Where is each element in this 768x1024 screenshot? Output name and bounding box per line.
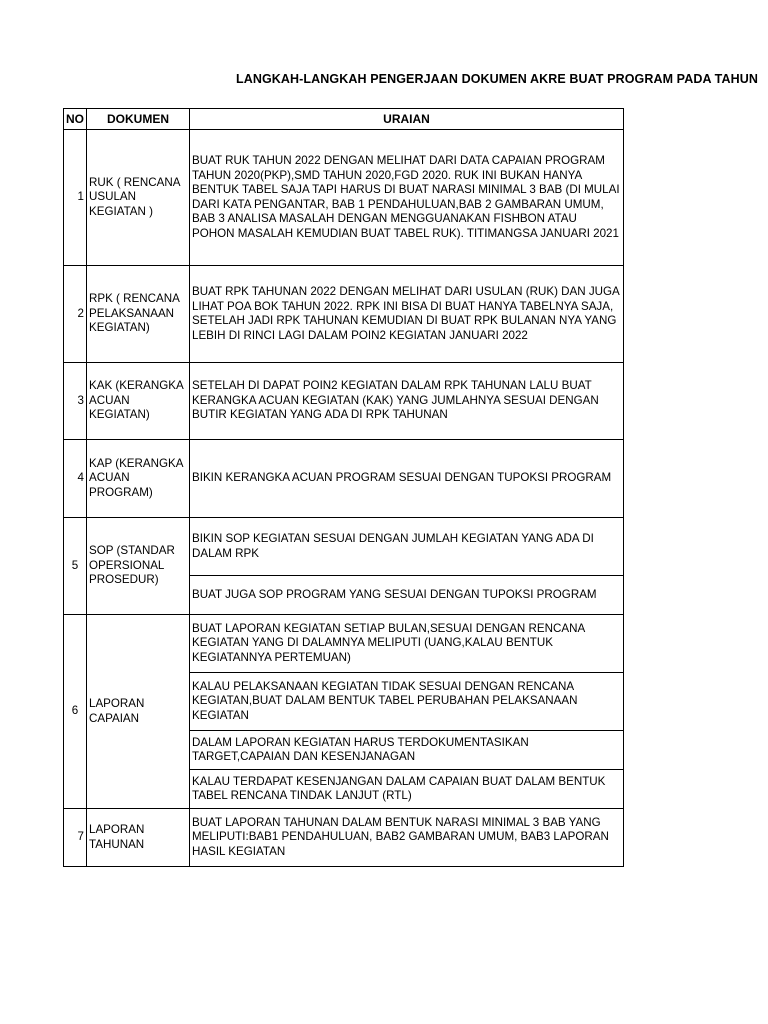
document-title (0, 72, 758, 86)
row-uraian: KALAU TERDAPAT KESENJANGAN DALAM CAPAIAN BUAT DALAM BENTUK TABEL RENCANA TINDAK LANJUT (RTL) (190, 770, 624, 809)
row-number: 4 (64, 440, 87, 518)
row-dokumen: LAPORAN TAHUNAN (87, 809, 190, 867)
row-uraian: BUAT LAPORAN KEGIATAN SETIAP BULAN,SESUAI DENGAN RENCANA KEGIATAN YANG DI DALAMNYA MELIPUTI (UANG,KALAU BENTUK KEGIATANNYA PERTEMUAN) (190, 615, 624, 673)
document-table (63, 108, 624, 867)
row-uraian: BIKIN KERANGKA ACUAN PROGRAM SESUAI DENGAN TUPOKSI PROGRAM (190, 440, 624, 518)
header-dokumen: DOKUMEN (87, 109, 190, 130)
table-row (64, 615, 624, 673)
table-row (64, 809, 624, 867)
row-dokumen: KAP (KERANGKA ACUAN PROGRAM) (87, 440, 190, 518)
table-header-row (64, 109, 624, 130)
table-row (64, 130, 624, 266)
row-uraian: SETELAH DI DAPAT POIN2 KEGIATAN DALAM RPK TAHUNAN LALU BUAT KERANGKA ACUAN KEGIATAN (KAK) YANG JUMLAHNYA SESUAI DENGAN BUTIR KEGIATAN YANG ADA DI RPK TAHUNAN (190, 363, 624, 440)
row-number: 5 (64, 518, 87, 615)
table-row (64, 440, 624, 518)
row-uraian: DALAM LAPORAN KEGIATAN HARUS TERDOKUMENTASIKAN TARGET,CAPAIAN DAN KESENJANAGAN (190, 731, 624, 770)
document-title-text: LANGKAH-LANGKAH PENGERJAAN DOKUMEN AKRE BUAT PROGRAM PADA TAHUN (235, 72, 758, 86)
row-uraian: BUAT RPK TAHUNAN 2022 DENGAN MELIHAT DARI USULAN (RUK) DAN JUGA LIHAT POA BOK TAHUN 2022. RPK INI BISA DI BUAT HANYA TABELNYA SAJA, SETELAH JADI RPK TAHUNAN KEMUDIAN DI BUAT RPK BULANAN NYA YANG LEBIH DI RINCI LAGI DALAM POIN2 KEGIATAN JANUARI 2022 (190, 266, 624, 363)
row-dokumen: SOP (STANDAR OPERSIONAL PROSEDUR) (87, 518, 190, 615)
row-uraian: BUAT LAPORAN TAHUNAN DALAM BENTUK NARASI MINIMAL 3 BAB YANG MELIPUTI:BAB1 PENDAHULUAN, BAB2 GAMBARAN UMUM, BAB3 LAPORAN HASIL KEGIATAN (190, 809, 624, 867)
header-no: NO (64, 109, 87, 130)
row-uraian: BUAT RUK TAHUN 2022 DENGAN MELIHAT DARI DATA CAPAIAN PROGRAM TAHUN 2020(PKP),SMD TAHUN 2020,FGD 2020. RUK INI BUKAN HANYA BENTUK TABEL SAJA TAPI HARUS DI BUAT NARASI MINIMAL 3 BAB (DI MULAI DARI KATA PENGANTAR, BAB 1 PENDAHULUAN,BAB 2 GAMBARAN UMUM, BAB 3 ANALISA MASALAH DENGAN MENGGUANAKAN FISHBON ATAU POHON MASALAH KEMUDIAN BUAT TABEL RUK). TITIMANGSA JANUARI 2021 (190, 130, 624, 266)
row-uraian: KALAU PELAKSANAAN KEGIATAN TIDAK SESUAI DENGAN RENCANA KEGIATAN,BUAT DALAM BENTUK TABEL PERUBAHAN PELAKSANAAN KEGIATAN (190, 673, 624, 731)
table-row (64, 363, 624, 440)
row-dokumen: RUK ( RENCANA USULAN KEGIATAN ) (87, 130, 190, 266)
row-number: 7 (64, 809, 87, 867)
header-uraian: URAIAN (190, 109, 624, 130)
row-uraian: BIKIN SOP KEGIATAN SESUAI DENGAN JUMLAH KEGIATAN YANG ADA DI DALAM RPK (190, 518, 624, 576)
row-dokumen: KAK (KERANGKA ACUAN KEGIATAN) (87, 363, 190, 440)
row-number: 6 (64, 615, 87, 809)
table-row (64, 518, 624, 576)
row-uraian: BUAT JUGA SOP PROGRAM YANG SESUAI DENGAN TUPOKSI PROGRAM (190, 576, 624, 615)
row-number: 2 (64, 266, 87, 363)
row-dokumen: LAPORAN CAPAIAN (87, 615, 190, 809)
row-dokumen: RPK ( RENCANA PELAKSANAAN KEGIATAN) (87, 266, 190, 363)
table-row (64, 266, 624, 363)
row-number: 1 (64, 130, 87, 266)
row-number: 3 (64, 363, 87, 440)
